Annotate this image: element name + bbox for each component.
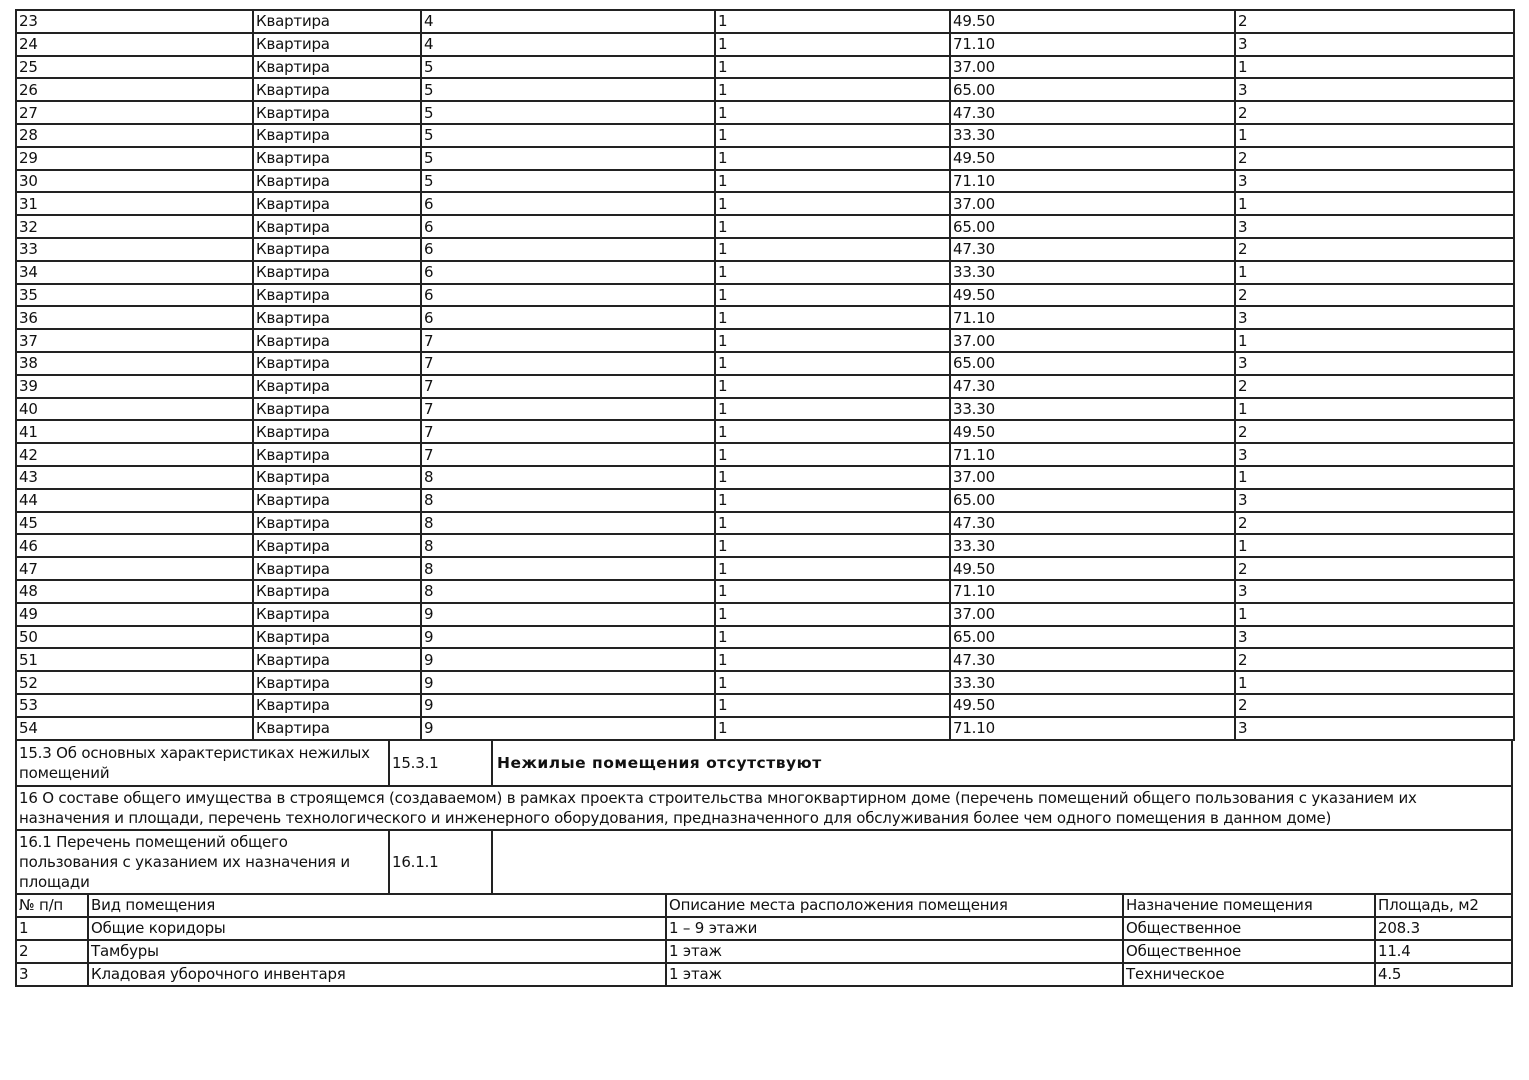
cell-area: 47.30	[950, 512, 1235, 535]
table-row	[16, 147, 1514, 170]
cell-rooms-count: 2	[1235, 512, 1514, 535]
cell-rooms-count: 3	[1235, 306, 1514, 329]
cell-area: 71.10	[950, 170, 1235, 193]
cell-floor: 7	[421, 443, 715, 466]
cell-apartment-number: 38	[16, 352, 253, 375]
cell-floor: 4	[421, 33, 715, 56]
cell-rooms-count: 3	[1235, 580, 1514, 603]
common-rooms-header-row	[16, 894, 1512, 917]
cell-floor: 9	[421, 648, 715, 671]
cell-number: 3	[16, 963, 88, 986]
table-row	[16, 306, 1514, 329]
cell-area: 49.50	[950, 557, 1235, 580]
table-row	[16, 603, 1514, 626]
cell-apartment-number: 35	[16, 284, 253, 307]
table-row	[16, 671, 1514, 694]
header-cell-purpose: Назначение помещения	[1123, 894, 1375, 917]
table-row	[16, 352, 1514, 375]
cell-sections-count: 1	[715, 557, 950, 580]
cell-purpose: Техническое	[1123, 963, 1375, 986]
cell-premises-type: Квартира	[253, 78, 421, 101]
cell-floor: 5	[421, 101, 715, 124]
table-row	[16, 398, 1514, 421]
cell-rooms-count: 1	[1235, 192, 1514, 215]
cell-number: 1	[16, 917, 88, 940]
cell-number: 2	[16, 940, 88, 963]
cell-sections-count: 1	[715, 124, 950, 147]
cell-premises-type: Квартира	[253, 147, 421, 170]
cell-floor: 7	[421, 375, 715, 398]
cell-floor: 5	[421, 78, 715, 101]
table-row	[16, 626, 1514, 649]
cell-premises-type: Квартира	[253, 466, 421, 489]
cell-premises-type: Квартира	[253, 694, 421, 717]
apartments-table	[15, 9, 1515, 741]
table-row	[16, 124, 1514, 147]
cell-sections-count: 1	[715, 443, 950, 466]
cell-location: 1 этаж	[666, 940, 1123, 963]
section-16-text: 16 О составе общего имущества в строящемся (создаваемом) в рамках проекта строительства многоквартирном доме (перечень помещений общего пользования с указанием их назначения и площади, перечень технологического и инженерного оборудования, предназначенного для обслуживания более чем одного помещения в данном доме)	[16, 786, 1512, 830]
cell-rooms-count: 2	[1235, 284, 1514, 307]
cell-premises-type: Квартира	[253, 398, 421, 421]
cell-floor: 8	[421, 512, 715, 535]
cell-apartment-number: 40	[16, 398, 253, 421]
cell-rooms-count: 2	[1235, 10, 1514, 33]
cell-premises-type: Квартира	[253, 717, 421, 740]
cell-floor: 6	[421, 284, 715, 307]
cell-floor: 7	[421, 329, 715, 352]
cell-apartment-number: 51	[16, 648, 253, 671]
cell-sections-count: 1	[715, 78, 950, 101]
cell-rooms-count: 1	[1235, 329, 1514, 352]
cell-rooms-count: 1	[1235, 603, 1514, 626]
table-row	[16, 215, 1514, 238]
cell-sections-count: 1	[715, 580, 950, 603]
cell-floor: 6	[421, 306, 715, 329]
cell-apartment-number: 42	[16, 443, 253, 466]
cell-apartment-number: 27	[16, 101, 253, 124]
cell-floor: 5	[421, 124, 715, 147]
cell-sections-count: 1	[715, 215, 950, 238]
cell-area: 37.00	[950, 329, 1235, 352]
cell-area: 47.30	[950, 648, 1235, 671]
cell-area: 33.30	[950, 261, 1235, 284]
cell-rooms-count: 2	[1235, 147, 1514, 170]
cell-floor: 6	[421, 261, 715, 284]
cell-sections-count: 1	[715, 10, 950, 33]
cell-area: 71.10	[950, 580, 1235, 603]
cell-sections-count: 1	[715, 648, 950, 671]
cell-area: 33.30	[950, 398, 1235, 421]
cell-rooms-count: 2	[1235, 648, 1514, 671]
section-15-3-label: 15.3 Об основных характеристиках нежилых помещений	[16, 740, 389, 786]
cell-rooms-count: 2	[1235, 420, 1514, 443]
cell-floor: 6	[421, 215, 715, 238]
cell-area: 37.00	[950, 56, 1235, 79]
header-cell-number: № п/п	[16, 894, 88, 917]
section-16-1-table	[15, 829, 1513, 895]
cell-premises-type: Квартира	[253, 648, 421, 671]
cell-area: 11.4	[1375, 940, 1512, 963]
cell-rooms-count: 3	[1235, 170, 1514, 193]
cell-area: 37.00	[950, 466, 1235, 489]
cell-sections-count: 1	[715, 101, 950, 124]
cell-area: 65.00	[950, 626, 1235, 649]
cell-rooms-count: 3	[1235, 717, 1514, 740]
cell-purpose: Общественное	[1123, 917, 1375, 940]
cell-area: 49.50	[950, 147, 1235, 170]
cell-sections-count: 1	[715, 489, 950, 512]
cell-floor: 7	[421, 420, 715, 443]
cell-apartment-number: 39	[16, 375, 253, 398]
cell-sections-count: 1	[715, 420, 950, 443]
cell-sections-count: 1	[715, 306, 950, 329]
cell-apartment-number: 32	[16, 215, 253, 238]
cell-apartment-number: 36	[16, 306, 253, 329]
cell-sections-count: 1	[715, 398, 950, 421]
cell-apartment-number: 23	[16, 10, 253, 33]
cell-premises-type: Квартира	[253, 284, 421, 307]
cell-premises-type: Квартира	[253, 420, 421, 443]
cell-rooms-count: 1	[1235, 124, 1514, 147]
header-cell-room-type: Вид помещения	[88, 894, 666, 917]
cell-area: 71.10	[950, 443, 1235, 466]
cell-floor: 5	[421, 147, 715, 170]
cell-apartment-number: 47	[16, 557, 253, 580]
cell-sections-count: 1	[715, 33, 950, 56]
cell-area: 65.00	[950, 352, 1235, 375]
cell-rooms-count: 2	[1235, 694, 1514, 717]
table-row	[16, 580, 1514, 603]
cell-premises-type: Квартира	[253, 306, 421, 329]
table-row	[16, 192, 1514, 215]
section-16-1-label: 16.1 Перечень помещений общего пользования с указанием их назначения и площади	[16, 830, 389, 894]
cell-area: 4.5	[1375, 963, 1512, 986]
cell-sections-count: 1	[715, 512, 950, 535]
cell-sections-count: 1	[715, 147, 950, 170]
cell-area: 37.00	[950, 192, 1235, 215]
cell-premises-type: Квартира	[253, 33, 421, 56]
section-15-3-code: 15.3.1	[389, 740, 492, 786]
table-row	[16, 466, 1514, 489]
cell-floor: 6	[421, 238, 715, 261]
table-row	[16, 443, 1514, 466]
cell-apartment-number: 31	[16, 192, 253, 215]
common-rooms-table	[15, 893, 1513, 987]
cell-sections-count: 1	[715, 284, 950, 307]
section-16-1-code: 16.1.1	[389, 830, 492, 894]
table-row	[16, 10, 1514, 33]
cell-area: 33.30	[950, 671, 1235, 694]
section-15-3-table	[15, 739, 1513, 787]
table-row	[16, 56, 1514, 79]
cell-rooms-count: 2	[1235, 557, 1514, 580]
cell-rooms-count: 3	[1235, 33, 1514, 56]
cell-apartment-number: 45	[16, 512, 253, 535]
cell-rooms-count: 3	[1235, 78, 1514, 101]
cell-rooms-count: 2	[1235, 375, 1514, 398]
table-row	[16, 284, 1514, 307]
cell-floor: 5	[421, 56, 715, 79]
cell-rooms-count: 3	[1235, 489, 1514, 512]
cell-apartment-number: 53	[16, 694, 253, 717]
cell-apartment-number: 26	[16, 78, 253, 101]
cell-floor: 4	[421, 10, 715, 33]
cell-apartment-number: 34	[16, 261, 253, 284]
cell-premises-type: Квартира	[253, 671, 421, 694]
table-row	[16, 238, 1514, 261]
cell-premises-type: Квартира	[253, 626, 421, 649]
cell-floor: 7	[421, 352, 715, 375]
cell-apartment-number: 44	[16, 489, 253, 512]
cell-premises-type: Квартира	[253, 580, 421, 603]
cell-area: 49.50	[950, 284, 1235, 307]
cell-apartment-number: 50	[16, 626, 253, 649]
section-15-3-value: Нежилые помещения отсутствуют	[492, 740, 1512, 786]
cell-area: 65.00	[950, 215, 1235, 238]
cell-apartment-number: 28	[16, 124, 253, 147]
cell-rooms-count: 1	[1235, 56, 1514, 79]
cell-sections-count: 1	[715, 352, 950, 375]
cell-rooms-count: 1	[1235, 398, 1514, 421]
cell-premises-type: Квартира	[253, 215, 421, 238]
table-row	[16, 917, 1512, 940]
cell-area: 71.10	[950, 717, 1235, 740]
cell-floor: 8	[421, 580, 715, 603]
cell-sections-count: 1	[715, 603, 950, 626]
cell-floor: 8	[421, 489, 715, 512]
cell-premises-type: Квартира	[253, 375, 421, 398]
section-16-1-value	[492, 830, 1512, 894]
cell-rooms-count: 2	[1235, 101, 1514, 124]
cell-premises-type: Квартира	[253, 352, 421, 375]
cell-room-type: Общие коридоры	[88, 917, 666, 940]
cell-floor: 6	[421, 192, 715, 215]
cell-rooms-count: 1	[1235, 466, 1514, 489]
cell-premises-type: Квартира	[253, 170, 421, 193]
cell-apartment-number: 41	[16, 420, 253, 443]
cell-area: 71.10	[950, 33, 1235, 56]
table-row	[16, 512, 1514, 535]
cell-rooms-count: 1	[1235, 534, 1514, 557]
cell-area: 49.50	[950, 420, 1235, 443]
cell-sections-count: 1	[715, 717, 950, 740]
cell-sections-count: 1	[715, 170, 950, 193]
cell-premises-type: Квартира	[253, 443, 421, 466]
cell-floor: 9	[421, 694, 715, 717]
table-row	[16, 420, 1514, 443]
table-row	[16, 694, 1514, 717]
cell-location: 1 этаж	[666, 963, 1123, 986]
cell-premises-type: Квартира	[253, 10, 421, 33]
table-row	[16, 717, 1514, 740]
cell-floor: 8	[421, 557, 715, 580]
table-row	[16, 78, 1514, 101]
cell-apartment-number: 24	[16, 33, 253, 56]
cell-floor: 9	[421, 626, 715, 649]
cell-floor: 9	[421, 671, 715, 694]
cell-floor: 9	[421, 603, 715, 626]
cell-area: 47.30	[950, 238, 1235, 261]
cell-sections-count: 1	[715, 534, 950, 557]
cell-premises-type: Квартира	[253, 124, 421, 147]
cell-area: 49.50	[950, 694, 1235, 717]
cell-rooms-count: 1	[1235, 671, 1514, 694]
cell-rooms-count: 2	[1235, 238, 1514, 261]
header-cell-area: Площадь, м2	[1375, 894, 1512, 917]
cell-apartment-number: 49	[16, 603, 253, 626]
cell-rooms-count: 3	[1235, 626, 1514, 649]
cell-apartment-number: 25	[16, 56, 253, 79]
cell-premises-type: Квартира	[253, 603, 421, 626]
cell-floor: 5	[421, 170, 715, 193]
section-16-table	[15, 785, 1513, 831]
cell-rooms-count: 3	[1235, 443, 1514, 466]
cell-apartment-number: 48	[16, 580, 253, 603]
table-row	[16, 170, 1514, 193]
cell-premises-type: Квартира	[253, 489, 421, 512]
cell-area: 65.00	[950, 78, 1235, 101]
cell-premises-type: Квартира	[253, 512, 421, 535]
cell-premises-type: Квартира	[253, 534, 421, 557]
cell-apartment-number: 29	[16, 147, 253, 170]
cell-location: 1 – 9 этажи	[666, 917, 1123, 940]
cell-apartment-number: 52	[16, 671, 253, 694]
table-row	[16, 557, 1514, 580]
table-row	[16, 534, 1514, 557]
cell-sections-count: 1	[715, 238, 950, 261]
table-row	[16, 648, 1514, 671]
table-row	[16, 940, 1512, 963]
cell-sections-count: 1	[715, 192, 950, 215]
cell-area: 49.50	[950, 10, 1235, 33]
cell-sections-count: 1	[715, 329, 950, 352]
header-cell-location: Описание места расположения помещения	[666, 894, 1123, 917]
cell-premises-type: Квартира	[253, 56, 421, 79]
cell-area: 65.00	[950, 489, 1235, 512]
cell-area: 37.00	[950, 603, 1235, 626]
table-row	[16, 489, 1514, 512]
cell-area: 208.3	[1375, 917, 1512, 940]
cell-rooms-count: 1	[1235, 261, 1514, 284]
cell-apartment-number: 46	[16, 534, 253, 557]
cell-floor: 8	[421, 466, 715, 489]
cell-premises-type: Квартира	[253, 192, 421, 215]
cell-rooms-count: 3	[1235, 215, 1514, 238]
cell-area: 71.10	[950, 306, 1235, 329]
table-row	[16, 33, 1514, 56]
cell-premises-type: Квартира	[253, 101, 421, 124]
cell-apartment-number: 37	[16, 329, 253, 352]
table-row	[16, 329, 1514, 352]
cell-apartment-number: 33	[16, 238, 253, 261]
cell-apartment-number: 54	[16, 717, 253, 740]
cell-sections-count: 1	[715, 375, 950, 398]
cell-apartment-number: 43	[16, 466, 253, 489]
document-page	[15, 9, 1513, 987]
table-row	[16, 101, 1514, 124]
cell-premises-type: Квартира	[253, 557, 421, 580]
cell-premises-type: Квартира	[253, 329, 421, 352]
cell-area: 47.30	[950, 101, 1235, 124]
cell-floor: 8	[421, 534, 715, 557]
cell-area: 33.30	[950, 534, 1235, 557]
cell-sections-count: 1	[715, 626, 950, 649]
cell-premises-type: Квартира	[253, 238, 421, 261]
table-row	[16, 963, 1512, 986]
cell-sections-count: 1	[715, 694, 950, 717]
cell-premises-type: Квартира	[253, 261, 421, 284]
cell-room-type: Кладовая уборочного инвентаря	[88, 963, 666, 986]
cell-area: 47.30	[950, 375, 1235, 398]
cell-sections-count: 1	[715, 671, 950, 694]
cell-room-type: Тамбуры	[88, 940, 666, 963]
cell-rooms-count: 3	[1235, 352, 1514, 375]
cell-sections-count: 1	[715, 261, 950, 284]
cell-floor: 7	[421, 398, 715, 421]
table-row	[16, 375, 1514, 398]
table-row	[16, 261, 1514, 284]
cell-purpose: Общественное	[1123, 940, 1375, 963]
cell-area: 33.30	[950, 124, 1235, 147]
cell-sections-count: 1	[715, 56, 950, 79]
cell-sections-count: 1	[715, 466, 950, 489]
cell-floor: 9	[421, 717, 715, 740]
cell-apartment-number: 30	[16, 170, 253, 193]
